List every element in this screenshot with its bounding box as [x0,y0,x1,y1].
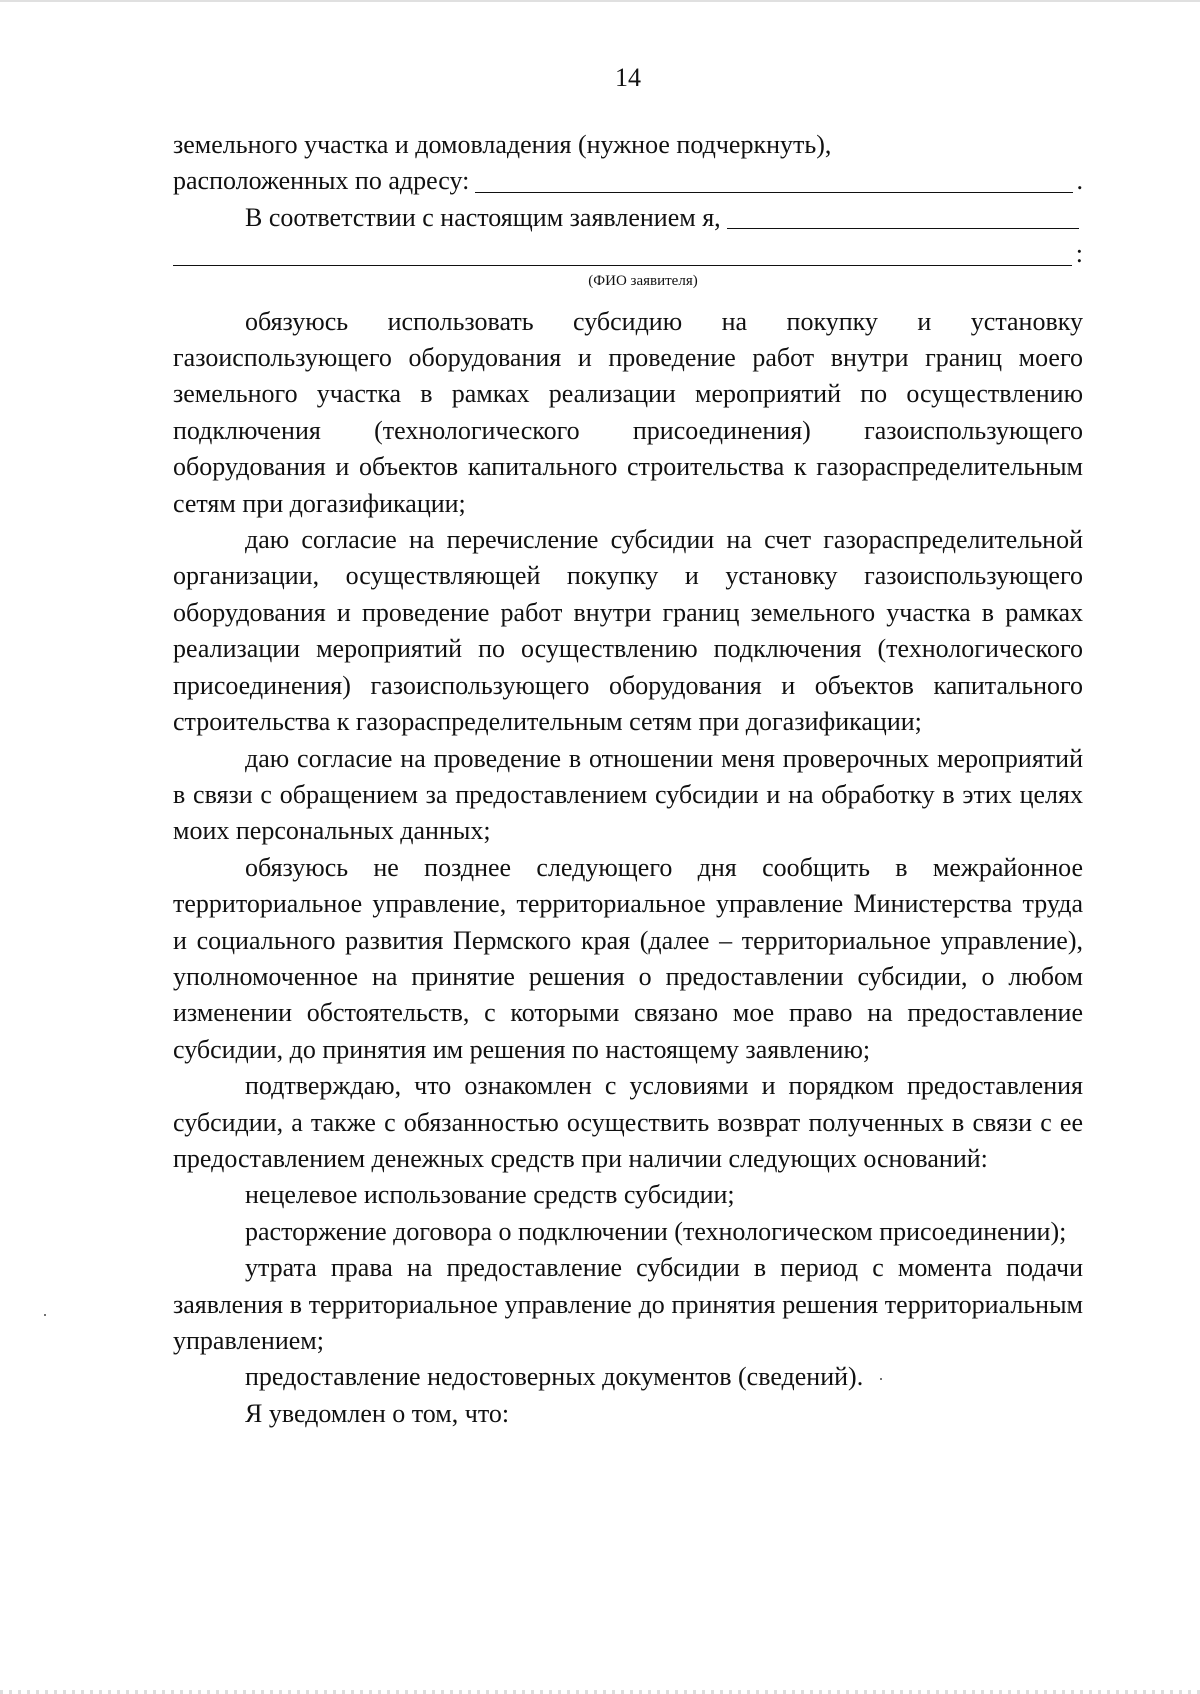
address-blank-field[interactable] [475,192,1072,193]
address-line-1: земельного участка и домовладения (нужное подчеркнуть), [173,130,832,159]
scan-speck [44,1314,46,1316]
scan-speck [880,1378,882,1380]
applicant-prefix: В соответствии с настоящим заявлением я, [245,202,721,232]
applicant-line [173,200,1083,236]
paragraph-ground-false-documents: предоставление недостоверных документов (сведений). [245,1362,864,1392]
paragraph-obligation-notify: обязуюсь не позднее следующего дня сообщить в межрайонное территориальное управление, территориальное управление Министерства труда и социального развития Пермского края (далее – территориальное управление), уполномоченное на принятие решения о предоставлении субсидии, о любом изменении обстоятельств, с которыми связано мое право на предоставление субсидии, до принятия им решения по настоящему заявлению; [173,852,1083,1064]
scan-bottom-edge [0,1690,1200,1694]
applicant-name-blank-field-1[interactable] [727,228,1079,229]
paragraph-obligation-use: обязуюсь использовать субсидию на покупку и установку газоиспользующего оборудования и проведение работ внутри границ моего земельного участка в рамках реализации мероприятий по осуществлению подключения (технологического присоединения) газоиспользующего оборудования и объектов капитального строительства к газораспределительным сетям при догазификации; [173,306,1083,518]
applicant-caption: (ФИО заявителя) [588,272,698,289]
scan-top-edge [0,0,1200,2]
paragraph-consent-checks: даю согласие на проведение в отношении меня проверочных мероприятий в связи с обращением за предоставлением субсидии и на обработку в этих целях моих персональных данных; [173,743,1083,846]
applicant-name-blank-field-2[interactable] [173,265,1072,266]
address-line-2 [173,163,1083,199]
paragraph-ground-termination: расторжение договора о подключении (технологическом присоединении); [245,1216,1067,1246]
page-number: 14 [615,63,641,92]
address-label: расположенных по адресу: [173,166,470,196]
applicant-line-2 [173,236,1083,272]
applicant-colon: : [1075,239,1083,269]
paragraph-ground-misuse: нецелевое использование средств субсидии; [245,1180,735,1210]
paragraph-consent-transfer: даю согласие на перечисление субсидии на счет газораспределительной организации, осуществляющей покупку и установку газоиспользующего оборудования и проведение работ внутри границ земельного участка в рамках реализации мероприятий по осуществлению подключения (технологического присоединения) газоиспользующего оборудования и объектов капитального строительства к газораспределительным сетям при догазификации; [173,525,1083,737]
document-body [173,127,1083,1432]
paragraph-ground-loss-of-right: утрата права на предоставление субсидии в период с момента подачи заявления в территориальное управление до принятия решения территориальным управлением; [173,1253,1083,1355]
paragraph-notified: Я уведомлен о том, что: [245,1398,510,1428]
address-period: . [1076,166,1083,196]
paragraph-confirmation: подтверждаю, что ознакомлен с условиями и порядком предоставления субсидии, а также с обязанностью осуществить возврат полученных в связи с ее предоставлением денежных средств при наличии следующих оснований: [173,1071,1083,1173]
